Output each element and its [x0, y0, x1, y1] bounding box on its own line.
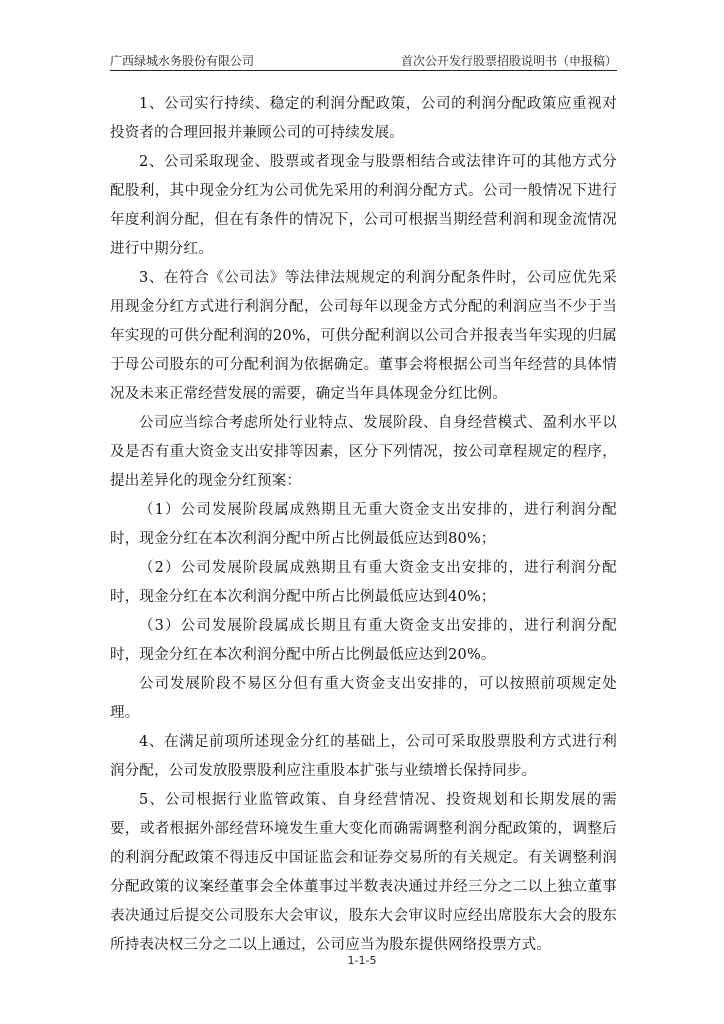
paragraph-differentiated-dividend: 公司应当综合考虑所处行业特点、发展阶段、自身经营模式、盈利水平以及是否有重大资金支出安排等因素，区分下列情况，按公司章程规定的程序，提出差异化的现金分红预案：	[110, 415, 617, 489]
paragraph-policy-2: 2、公司采取现金、股票或者现金与股票相结合或法律许可的其他方式分配股利，其中现金分红为公司优先采用的利润分配方式。公司一般情况下进行年度利润分配，但在有条件的情况下，公司可根据当期经营利润和现金流情况进行中期分红。	[110, 154, 617, 257]
paragraph-case-1: （1）公司发展阶段属成熟期且无重大资金支出安排的，进行利润分配时，现金分红在本次利润分配中所占比例最低应达到80%；	[110, 502, 617, 547]
document-body	[110, 90, 617, 960]
paragraph-policy-4: 4、在满足前项所述现金分红的基础上，公司可采取股票股利方式进行利润分配，公司发放股票股利应注重股本扩张与业绩增长保持同步。	[110, 734, 617, 779]
paragraph-policy-5: 5、公司根据行业监管政策、自身经营情况、投资规划和长期发展的需要，或者根据外部经营环境发生重大变化而确需调整利润分配政策的，调整后的利润分配政策不得违反中国证监会和证券交易所的有关规定。有关调整利润分配政策的议案经董事会全体董事过半数表决通过并经三分之二以上独立董事表决通过后提交公司股东大会审议，股东大会审议时应经出席股东大会的股东所持表决权三分之二以上通过，公司应当为股东提供网络投票方式。	[110, 792, 617, 953]
page-header	[110, 50, 617, 71]
paragraph-case-3: （3）公司发展阶段属成长期且有重大资金支出安排的，进行利润分配时，现金分红在本次利润分配中所占比例最低应达到20%。	[110, 618, 617, 663]
paragraph-policy-1: 1、公司实行持续、稳定的利润分配政策，公司的利润分配政策应重视对投资者的合理回报并兼顾公司的可持续发展。	[110, 96, 617, 141]
header-document-title: 首次公开发行股票招股说明书（申报稿）	[400, 54, 617, 68]
page-number: 1-1-5	[347, 954, 377, 967]
header-company-name: 广西绿城水务股份有限公司	[110, 54, 255, 68]
paragraph-case-indistinct: 公司发展阶段不易区分但有重大资金支出安排的，可以按照前项规定处理。	[110, 676, 617, 721]
paragraph-case-2: （2）公司发展阶段属成熟期且有重大资金支出安排的，进行利润分配时，现金分红在本次利润分配中所占比例最低应达到40%；	[110, 560, 617, 605]
paragraph-policy-3: 3、在符合《公司法》等法律法规规定的利润分配条件时，公司应优先采用现金分红方式进行利润分配，公司每年以现金方式分配的利润应当不少于当年实现的可供分配利润的20%，可供分配利润以公司合并报表当年实现的归属于母公司股东的可分配利润为依据确定。董事会将根据公司当年经营的具体情况及未来正常经营发展的需要，确定当年具体现金分红比例。	[110, 270, 617, 402]
